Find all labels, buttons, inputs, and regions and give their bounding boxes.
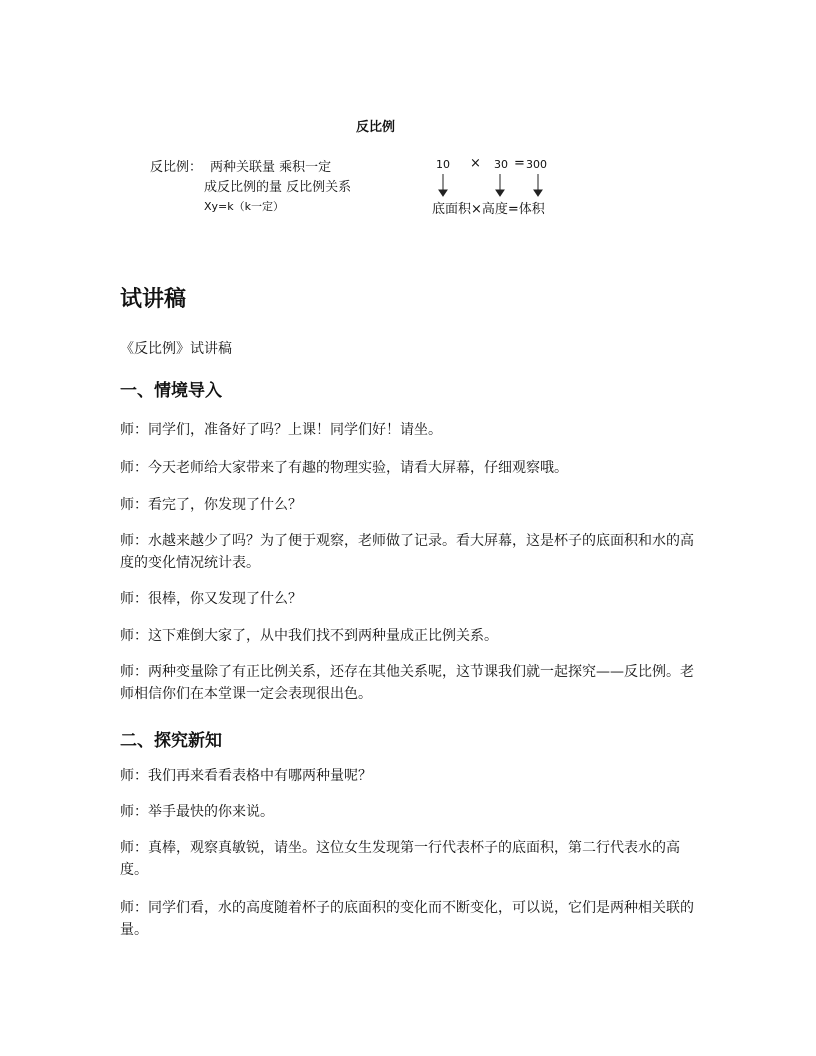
paragraph: 师：水越来越少了吗？为了便于观察，老师做了记录。看大屏幕，这是杯子的底面积和水的高度的变化情况统计表。 [120,533,694,571]
arrow-head-base [439,190,447,196]
paragraph: 师：真棒，观察真敏锐，请坐。这位女生发现第一行代表杯子的底面积，第二行代表水的高度。 [120,840,680,878]
section-heading-explore: 二、探究新知 [120,731,222,751]
board-line-1: 两种关联量 乘积一定 [210,160,332,175]
board-formula: Xy=k（k一定） [204,200,285,213]
times-sign: × [470,156,481,171]
arrow-head-volume [534,190,542,196]
board-label: 反比例： [150,160,203,175]
paragraph: 师：今天老师给大家带来了有趣的物理实验，请看大屏幕，仔细观察哦。 [120,460,568,476]
paragraph: 师：同学们，准备好了吗？上课！同学们好！请坐。 [120,422,442,438]
paragraph: 师：很棒，你又发现了什么？ [120,591,302,607]
board-writing-figure [148,112,568,222]
board-line-2: 成反比例的量 反比例关系 [204,180,352,195]
arrow-head-height [496,190,504,196]
board-title: 反比例 [356,120,396,135]
equation-value-base: 10 [436,158,450,171]
paragraph: 师：看完了，你发现了什么？ [120,497,302,513]
paragraph: 师：两种变量除了有正比例关系，还存在其他关系呢，这节课我们就一起探究——反比例。老师相信你们在本堂课一定会表现很出色。 [120,664,694,702]
doc-subtitle: 《反比例》试讲稿 [120,341,232,357]
equation-value-volume: 300 [526,158,547,171]
paragraph: 师：这下难倒大家了，从中我们找不到两种量成正比例关系。 [120,628,498,644]
paragraph: 师：我们再来看看表格中有哪两种量呢？ [120,768,372,784]
paragraph: 师：举手最快的你来说。 [120,804,274,820]
equation-caption: 底面积×高度=体积 [432,202,545,217]
equation-value-height: 30 [494,158,508,171]
paragraph: 师：同学们看，水的高度随着杯子的底面积的变化而不断变化，可以说，它们是两种相关联的量。 [120,900,694,938]
equals-sign: = [514,156,525,171]
page-title: 试讲稿 [120,286,187,312]
section-heading-intro: 一、情境导入 [120,381,222,401]
